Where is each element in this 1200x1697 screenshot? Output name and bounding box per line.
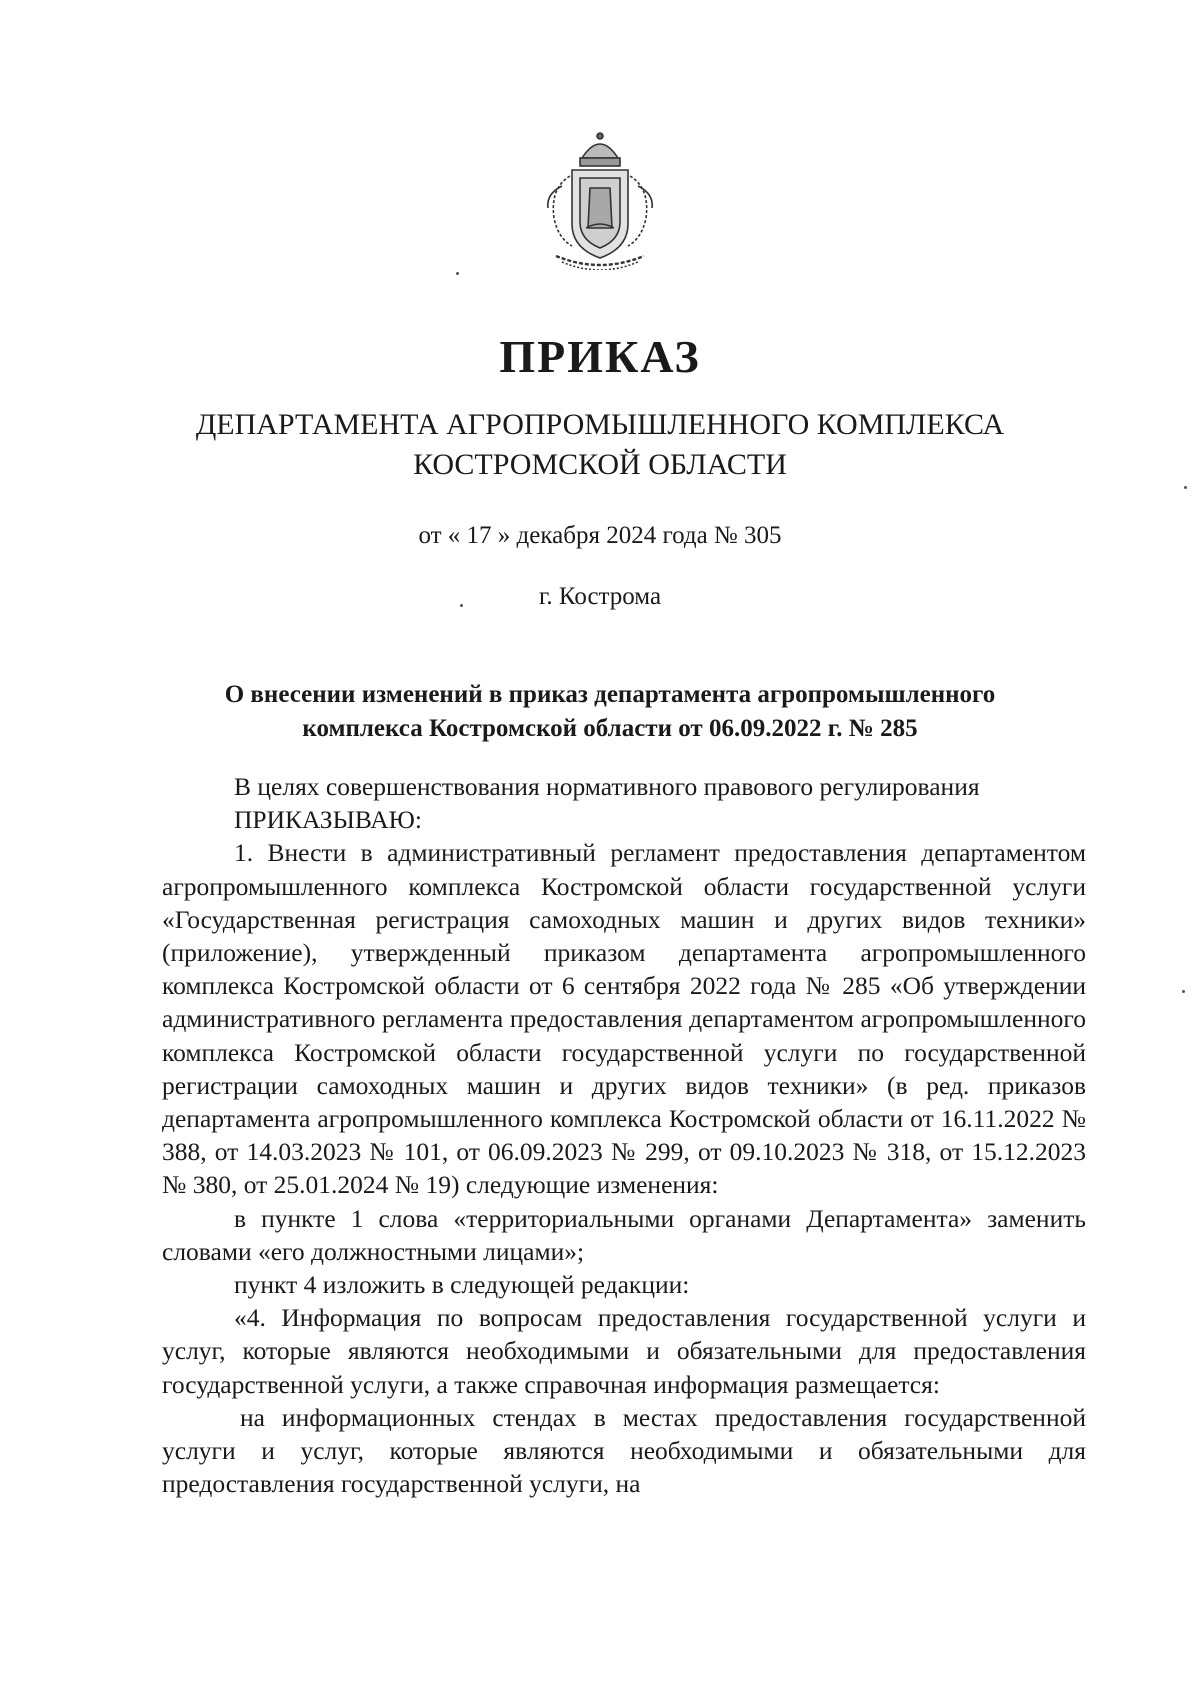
scan-speck — [460, 604, 463, 607]
scan-speck — [1182, 990, 1185, 993]
order-subject — [170, 678, 1050, 746]
order-subject-line-2: комплекса Костромской области от 06.09.2022 г. № 285 — [302, 715, 918, 742]
order-subject-line-1: О внесении изменений в приказ департамента агропромышленного — [224, 681, 996, 708]
order-body — [162, 770, 1086, 1500]
coat-of-arms-emblem — [532, 128, 668, 270]
department-name-line-2: КОСТРОМСКОЙ ОБЛАСТИ — [413, 448, 787, 481]
quoted-point-4-paragraph: «4. Информация по вопросам предоставления государственной услуги и услуг, которые являются необходимыми и обязательными для предоставления государственной услуги, а также справочная информация размещается: — [162, 1303, 1086, 1399]
item-1-paragraph: 1. Внести в административный регламент предоставления департаментом агропромышленного комплекса Костромской области государственной услуги «Государственная регистрация самоходных машин и других видов техники» (приложение), утвержденный приказом департамента агропромышленного комплекса Костромской области от 6 сентября 2022 года № 285 «Об утверждении административного регламента предоставления департаментом агропромышленного комплекса Костромской области государственной услуги по государственной регистрации самоходных машин и других видов техники» (в ред. приказов департамента агропромышленного комплекса Костромской области от 16.11.2022 № 388, от 14.03.2023 № 101, от 06.09.2023 № 299, от 09.10.2023 № 318, от 15.12.2023 № 380, от 25.01.2024 № 19) следующие изменения: — [162, 838, 1086, 1200]
order-city: г. Кострома — [538, 583, 662, 610]
change-point-1-paragraph: в пункте 1 слова «территориальными органами Департамента» заменить словами «его должностными лицами»; — [162, 1203, 1086, 1266]
order-keyword: ПРИКАЗЫВАЮ: — [234, 805, 422, 835]
department-name — [0, 405, 1200, 485]
change-point-4-paragraph: пункт 4 изложить в следующей редакции: — [234, 1270, 690, 1300]
department-name-line-1: ДЕПАРТАМЕНТА АГРОПРОМЫШЛЕННОГО КОМПЛЕКСА — [195, 408, 1005, 441]
scan-speck — [456, 272, 459, 275]
scan-speck — [1184, 486, 1187, 489]
order-date-number: от « 17 » декабря 2024 года № 305 — [418, 522, 782, 549]
document-title: ПРИКАЗ — [499, 331, 701, 382]
info-stands-paragraph: на информационных стендах в местах предоставления государственной услуги и услуг, которые являются необходимыми и обязательными для предоставления государственной услуги, на — [162, 1402, 1086, 1499]
intro-paragraph: В целях совершенствования нормативного правового регулирования — [234, 772, 980, 801]
